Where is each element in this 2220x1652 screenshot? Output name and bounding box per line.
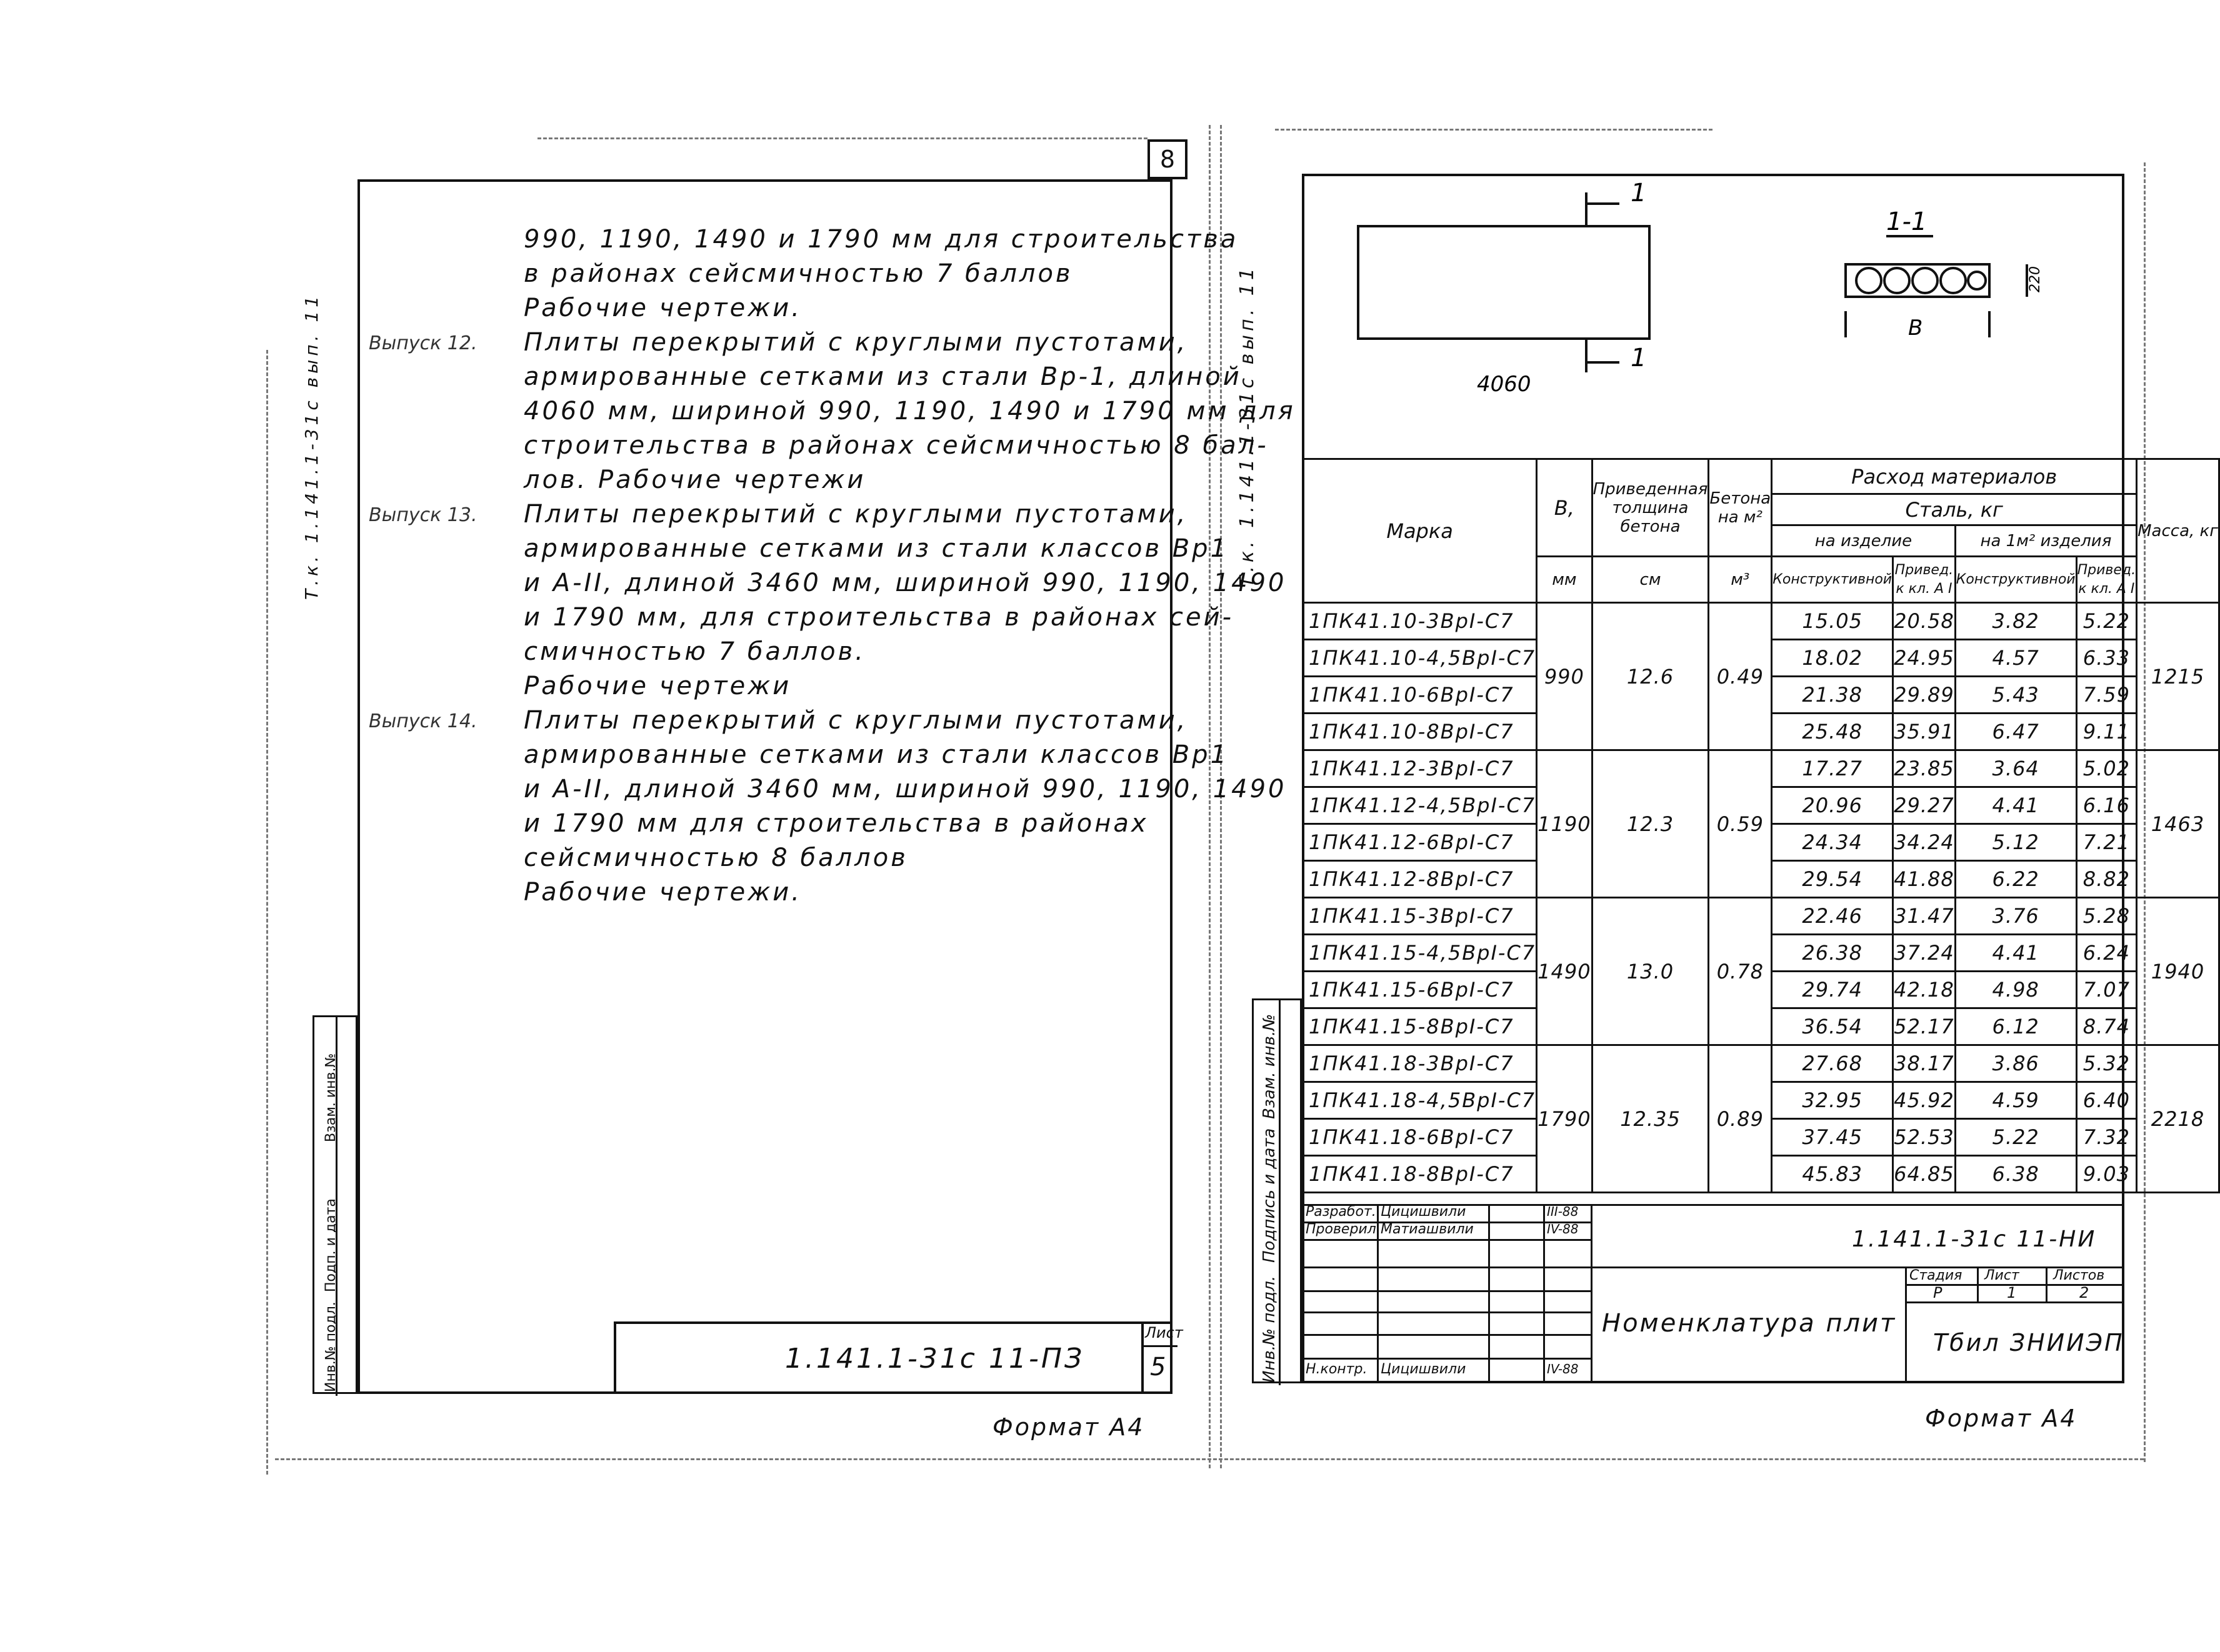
header-consumption: Расход материалов bbox=[1772, 459, 2137, 494]
issue-label: Выпуск 12. bbox=[369, 332, 478, 354]
cell-steel-item-reduced: 29.89 bbox=[1893, 677, 1956, 714]
cell-steel-m2-reduced: 7.21 bbox=[2076, 824, 2137, 861]
cell-mark: 1ПК41.10-4,5ВрI-С7 bbox=[1303, 640, 1537, 677]
text-line: и 1790 мм для строительства в районах bbox=[524, 809, 1149, 838]
text-line: Плиты перекрытий с круглыми пустотами, bbox=[524, 500, 1188, 529]
cell-b: 990 bbox=[1537, 603, 1592, 750]
left-stamp-sheet-label: Лист bbox=[1145, 1324, 1183, 1341]
header-mass: Масса, кг bbox=[2137, 459, 2219, 603]
cell-volume: 0.59 bbox=[1709, 750, 1772, 898]
tb-checked-name: Матиашвили bbox=[1381, 1222, 1474, 1237]
header-sub-d: Привед. к кл. А I bbox=[2076, 557, 2137, 603]
cell-mark: 1ПК41.15-8ВрI-С7 bbox=[1303, 1008, 1537, 1045]
cell-steel-m2-reduced: 5.22 bbox=[2076, 603, 2137, 640]
cell-steel-item-reduced: 35.91 bbox=[1893, 714, 1956, 750]
cell-steel-m2-reduced: 9.11 bbox=[2076, 714, 2137, 750]
sheet-number-text: 8 bbox=[1159, 146, 1176, 173]
cell-steel-m2-reduced: 6.40 bbox=[2076, 1082, 2137, 1119]
tb-developed-name: Цицишвили bbox=[1381, 1204, 1466, 1220]
cell-steel-item-constr: 24.34 bbox=[1772, 824, 1893, 861]
cell-b: 1790 bbox=[1537, 1045, 1592, 1193]
cell-steel-item-constr: 21.38 bbox=[1772, 677, 1893, 714]
left-strip-label-2: Подп. и дата bbox=[323, 1198, 339, 1292]
left-stamp-sheet-cell bbox=[1141, 1324, 1183, 1394]
cell-steel-m2-constr: 6.38 bbox=[1955, 1156, 2076, 1193]
tb-stage-value: Р bbox=[1933, 1284, 1942, 1301]
cell-mark: 1ПК41.10-6ВрI-С7 bbox=[1303, 677, 1537, 714]
tb-norm-label: Н.контр. bbox=[1306, 1361, 1368, 1377]
header-volume: Бетона на м² bbox=[1709, 459, 1772, 557]
spec-table bbox=[1302, 458, 2220, 1193]
cell-steel-m2-constr: 3.82 bbox=[1955, 603, 2076, 640]
section-width-dim: В bbox=[1908, 316, 1923, 341]
cell-steel-item-reduced: 42.18 bbox=[1893, 972, 1956, 1008]
issue-label: Выпуск 13. bbox=[369, 504, 478, 526]
cell-thickness: 12.6 bbox=[1592, 603, 1709, 750]
table-row bbox=[1303, 898, 2219, 935]
cell-mark: 1ПК41.18-4,5ВрI-С7 bbox=[1303, 1082, 1537, 1119]
cell-thickness: 12.3 bbox=[1592, 750, 1709, 898]
header-sub-a: Конструктивной bbox=[1772, 557, 1893, 603]
cell-steel-m2-constr: 4.59 bbox=[1955, 1082, 2076, 1119]
text-line: в районах сейсмичностью 7 баллов bbox=[524, 259, 1073, 288]
cell-steel-item-reduced: 52.17 bbox=[1893, 1008, 1956, 1045]
cell-b: 1490 bbox=[1537, 898, 1592, 1045]
cell-volume: 0.89 bbox=[1709, 1045, 1772, 1193]
cell-steel-item-reduced: 64.85 bbox=[1893, 1156, 1956, 1193]
header-mark: Марка bbox=[1303, 459, 1537, 603]
cell-steel-item-constr: 29.74 bbox=[1772, 972, 1893, 1008]
text-line: сейсмичностью 8 баллов bbox=[524, 843, 908, 872]
text-line: Плиты перекрытий с круглыми пустотами, bbox=[524, 706, 1188, 735]
cell-steel-m2-constr: 5.12 bbox=[1955, 824, 2076, 861]
title-block bbox=[1302, 1204, 2124, 1383]
header-steel: Сталь, кг bbox=[1772, 494, 2137, 525]
plate-plan-view bbox=[1358, 192, 1649, 372]
header-b-unit: мм bbox=[1537, 557, 1592, 603]
text-line: Рабочие чертежи. bbox=[524, 878, 802, 907]
left-edge-line bbox=[266, 350, 268, 1475]
tb-sheet-value: 1 bbox=[2007, 1284, 2017, 1301]
tb-title: Номенклатура плит bbox=[1602, 1309, 1897, 1338]
cell-steel-item-constr: 15.05 bbox=[1772, 603, 1893, 640]
tb-checked-date: IV-88 bbox=[1547, 1222, 1579, 1237]
issue-label: Выпуск 14. bbox=[369, 710, 478, 732]
cell-steel-item-reduced: 38.17 bbox=[1893, 1045, 1956, 1082]
cell-steel-m2-reduced: 5.28 bbox=[2076, 898, 2137, 935]
right-sheet-side-label: Т.к. 1.141.1-31с вып. 11 bbox=[1236, 264, 1258, 587]
cell-b: 1190 bbox=[1537, 750, 1592, 898]
cell-mark: 1ПК41.12-3ВрI-С7 bbox=[1303, 750, 1537, 787]
cell-mark: 1ПК41.15-3ВрI-С7 bbox=[1303, 898, 1537, 935]
header-b: В, bbox=[1537, 459, 1592, 557]
cell-steel-m2-constr: 4.98 bbox=[1955, 972, 2076, 1008]
section-title: 1-1 bbox=[1886, 207, 1928, 236]
cell-steel-m2-constr: 6.22 bbox=[1955, 861, 2076, 898]
cell-steel-item-constr: 18.02 bbox=[1772, 640, 1893, 677]
tb-sheets-value: 2 bbox=[2079, 1284, 2089, 1301]
cell-steel-item-constr: 22.46 bbox=[1772, 898, 1893, 935]
cell-steel-m2-reduced: 7.07 bbox=[2076, 972, 2137, 1008]
tb-norm-name: Цицишвили bbox=[1381, 1361, 1466, 1377]
cell-mass: 1463 bbox=[2137, 750, 2219, 898]
cell-steel-item-constr: 36.54 bbox=[1772, 1008, 1893, 1045]
plate-outline bbox=[1358, 226, 1649, 339]
left-stamp bbox=[614, 1321, 1183, 1394]
header-volume-unit: м³ bbox=[1709, 557, 1772, 603]
tb-norm-date: IV-88 bbox=[1547, 1361, 1579, 1376]
cell-steel-m2-constr: 6.12 bbox=[1955, 1008, 2076, 1045]
tb-checked-label: Проверил bbox=[1306, 1222, 1376, 1237]
left-sheet-top-number bbox=[1148, 139, 1188, 179]
header-sub-b: Привед. к кл. А I bbox=[1893, 557, 1956, 603]
cell-steel-m2-reduced: 6.33 bbox=[2076, 640, 2137, 677]
right-strip-label-3: Взам. инв.№ bbox=[1260, 1013, 1279, 1119]
cell-steel-item-constr: 37.45 bbox=[1772, 1119, 1893, 1156]
left-stamp-sheet-value: 5 bbox=[1150, 1353, 1166, 1381]
tb-developed-date: III-88 bbox=[1547, 1204, 1579, 1219]
cell-thickness: 12.35 bbox=[1592, 1045, 1709, 1193]
text-line: армированные сетками из стали Вр-1, длиной bbox=[524, 362, 1242, 391]
text-line: 4060 мм, шириной 990, 1190, 1490 и 1790 мм для bbox=[524, 397, 1296, 425]
cell-steel-m2-constr: 3.76 bbox=[1955, 898, 2076, 935]
text-line: Рабочие чертежи bbox=[524, 672, 792, 700]
cell-steel-m2-reduced: 8.82 bbox=[2076, 861, 2137, 898]
text-line: Плиты перекрытий с круглыми пустотами, bbox=[524, 328, 1188, 357]
plate-drawing bbox=[1302, 174, 2124, 458]
text-line: Рабочие чертежи. bbox=[524, 294, 802, 322]
text-line: и А-II, длиной 3460 мм, шириной 990, 1190, 1490 bbox=[524, 569, 1287, 597]
cell-steel-m2-constr: 6.47 bbox=[1955, 714, 2076, 750]
cell-steel-item-reduced: 23.85 bbox=[1893, 750, 1956, 787]
cell-mass: 1940 bbox=[2137, 898, 2219, 1045]
cell-steel-item-reduced: 45.92 bbox=[1893, 1082, 1956, 1119]
length-dimension: 4060 bbox=[1477, 372, 1531, 397]
tb-stage-label: Стадия bbox=[1909, 1268, 1962, 1283]
cell-steel-item-reduced: 52.53 bbox=[1893, 1119, 1956, 1156]
header-per-item: на изделие bbox=[1772, 525, 1955, 557]
right-side-strip bbox=[1252, 998, 1302, 1383]
cell-thickness: 13.0 bbox=[1592, 898, 1709, 1045]
cell-steel-item-constr: 29.54 bbox=[1772, 861, 1893, 898]
spec-table-body bbox=[1303, 603, 2219, 1193]
text-line: смичностью 7 баллов. bbox=[524, 637, 866, 666]
cell-steel-m2-constr: 5.22 bbox=[1955, 1119, 2076, 1156]
cell-steel-m2-reduced: 7.59 bbox=[2076, 677, 2137, 714]
cell-steel-item-reduced: 20.58 bbox=[1893, 603, 1956, 640]
cell-steel-item-constr: 20.96 bbox=[1772, 787, 1893, 824]
cell-mark: 1ПК41.12-8ВрI-С7 bbox=[1303, 861, 1537, 898]
right-strip-label-2: Подпись и дата bbox=[1260, 1128, 1279, 1263]
cell-mark: 1ПК41.12-4,5ВрI-С7 bbox=[1303, 787, 1537, 824]
cell-mark: 1ПК41.10-8ВрI-С7 bbox=[1303, 714, 1537, 750]
right-strip-label-1: Инв.№ подл. bbox=[1260, 1275, 1279, 1383]
cell-mark: 1ПК41.15-6ВрI-С7 bbox=[1303, 972, 1537, 1008]
cell-steel-item-constr: 45.83 bbox=[1772, 1156, 1893, 1193]
header-thickness-unit: см bbox=[1592, 557, 1709, 603]
left-strip-label-3: Взам. инв.№ bbox=[323, 1053, 339, 1142]
table-row bbox=[1303, 1045, 2219, 1082]
cell-steel-item-reduced: 31.47 bbox=[1893, 898, 1956, 935]
left-stamp-code: 1.141.1-31с 11-ПЗ bbox=[785, 1343, 1085, 1375]
cell-steel-m2-reduced: 6.24 bbox=[2076, 935, 2137, 972]
cell-mark: 1ПК41.10-3ВрI-С7 bbox=[1303, 603, 1537, 640]
tb-code: 1.141.1-31с 11-НИ bbox=[1852, 1227, 2097, 1252]
cell-mass: 2218 bbox=[2137, 1045, 2219, 1193]
left-format-label: Формат А4 bbox=[992, 1413, 1145, 1441]
cell-steel-m2-reduced: 9.03 bbox=[2076, 1156, 2137, 1193]
cell-mark: 1ПК41.12-6ВрI-С7 bbox=[1303, 824, 1537, 861]
tb-org: Тбил ЗНИИЭП bbox=[1933, 1329, 2124, 1356]
text-line: строительства в районах сейсмичностью 8 бал- bbox=[524, 431, 1269, 460]
table-row bbox=[1303, 750, 2219, 787]
section-mark-bottom: 1 bbox=[1631, 344, 1647, 372]
cell-steel-m2-constr: 3.86 bbox=[1955, 1045, 2076, 1082]
left-strip-label-1: Инв.№ подл. bbox=[323, 1301, 339, 1392]
tb-developed-label: Разработ. bbox=[1306, 1204, 1376, 1220]
cell-steel-item-constr: 25.48 bbox=[1772, 714, 1893, 750]
section-mark-top: 1 bbox=[1631, 179, 1647, 207]
cell-steel-m2-constr: 4.57 bbox=[1955, 640, 2076, 677]
left-side-strip bbox=[312, 1015, 358, 1394]
cell-steel-m2-reduced: 5.32 bbox=[2076, 1045, 2137, 1082]
left-sheet-side-label: Т.к. 1.141.1-31с вып. 11 bbox=[301, 292, 322, 600]
text-line: 990, 1190, 1490 и 1790 мм для строительства bbox=[524, 225, 1239, 254]
bottom-trim-line bbox=[275, 1458, 2144, 1460]
cell-steel-m2-constr: 3.64 bbox=[1955, 750, 2076, 787]
text-line: армированные сетками из стали классов Вр1 bbox=[524, 740, 1229, 769]
section-view bbox=[1846, 236, 2027, 337]
cell-mark: 1ПК41.18-6ВрI-С7 bbox=[1303, 1119, 1537, 1156]
cell-steel-item-constr: 26.38 bbox=[1772, 935, 1893, 972]
cell-steel-item-constr: 17.27 bbox=[1772, 750, 1893, 787]
cell-steel-m2-constr: 4.41 bbox=[1955, 935, 2076, 972]
text-line: и А-II, длиной 3460 мм, шириной 990, 1190, 1490 bbox=[524, 775, 1287, 804]
cell-mass: 1215 bbox=[2137, 603, 2219, 750]
cell-steel-item-reduced: 34.24 bbox=[1893, 824, 1956, 861]
cell-steel-item-reduced: 24.95 bbox=[1893, 640, 1956, 677]
cell-steel-m2-constr: 4.41 bbox=[1955, 787, 2076, 824]
cell-steel-m2-reduced: 7.32 bbox=[2076, 1119, 2137, 1156]
right-format-label: Формат А4 bbox=[1925, 1405, 2078, 1432]
cell-steel-m2-constr: 5.43 bbox=[1955, 677, 2076, 714]
cell-steel-item-reduced: 41.88 bbox=[1893, 861, 1956, 898]
cell-mark: 1ПК41.15-4,5ВрI-С7 bbox=[1303, 935, 1537, 972]
cell-steel-m2-reduced: 8.74 bbox=[2076, 1008, 2137, 1045]
top-trim-line-left bbox=[538, 137, 1148, 139]
cell-mark: 1ПК41.18-3ВрI-С7 bbox=[1303, 1045, 1537, 1082]
cell-steel-m2-reduced: 6.16 bbox=[2076, 787, 2137, 824]
top-trim-line-right bbox=[1275, 129, 1712, 131]
cell-volume: 0.49 bbox=[1709, 603, 1772, 750]
cell-steel-item-reduced: 37.24 bbox=[1893, 935, 1956, 972]
text-line: и 1790 мм, для строительства в районах сей- bbox=[524, 603, 1234, 632]
table-row bbox=[1303, 603, 2219, 640]
cell-volume: 0.78 bbox=[1709, 898, 1772, 1045]
cell-steel-item-constr: 27.68 bbox=[1772, 1045, 1893, 1082]
tb-sheet-label: Лист bbox=[1984, 1268, 2019, 1283]
header-per-m2: на 1м² изделия bbox=[1955, 525, 2136, 557]
tb-sheets-label: Листов bbox=[2053, 1268, 2105, 1283]
cell-steel-item-constr: 32.95 bbox=[1772, 1082, 1893, 1119]
cell-mark: 1ПК41.18-8ВрI-С7 bbox=[1303, 1156, 1537, 1193]
section-depth-dim: 220 bbox=[2028, 266, 2043, 292]
text-line: армированные сетками из стали классов Вр1 bbox=[524, 534, 1229, 563]
header-sub-c: Конструктивной bbox=[1955, 557, 2076, 603]
text-line: лов. Рабочие чертежи bbox=[524, 465, 866, 494]
header-thickness: Приведенная толщина бетона bbox=[1592, 459, 1709, 557]
cell-steel-m2-reduced: 5.02 bbox=[2076, 750, 2137, 787]
cell-steel-item-reduced: 29.27 bbox=[1893, 787, 1956, 824]
